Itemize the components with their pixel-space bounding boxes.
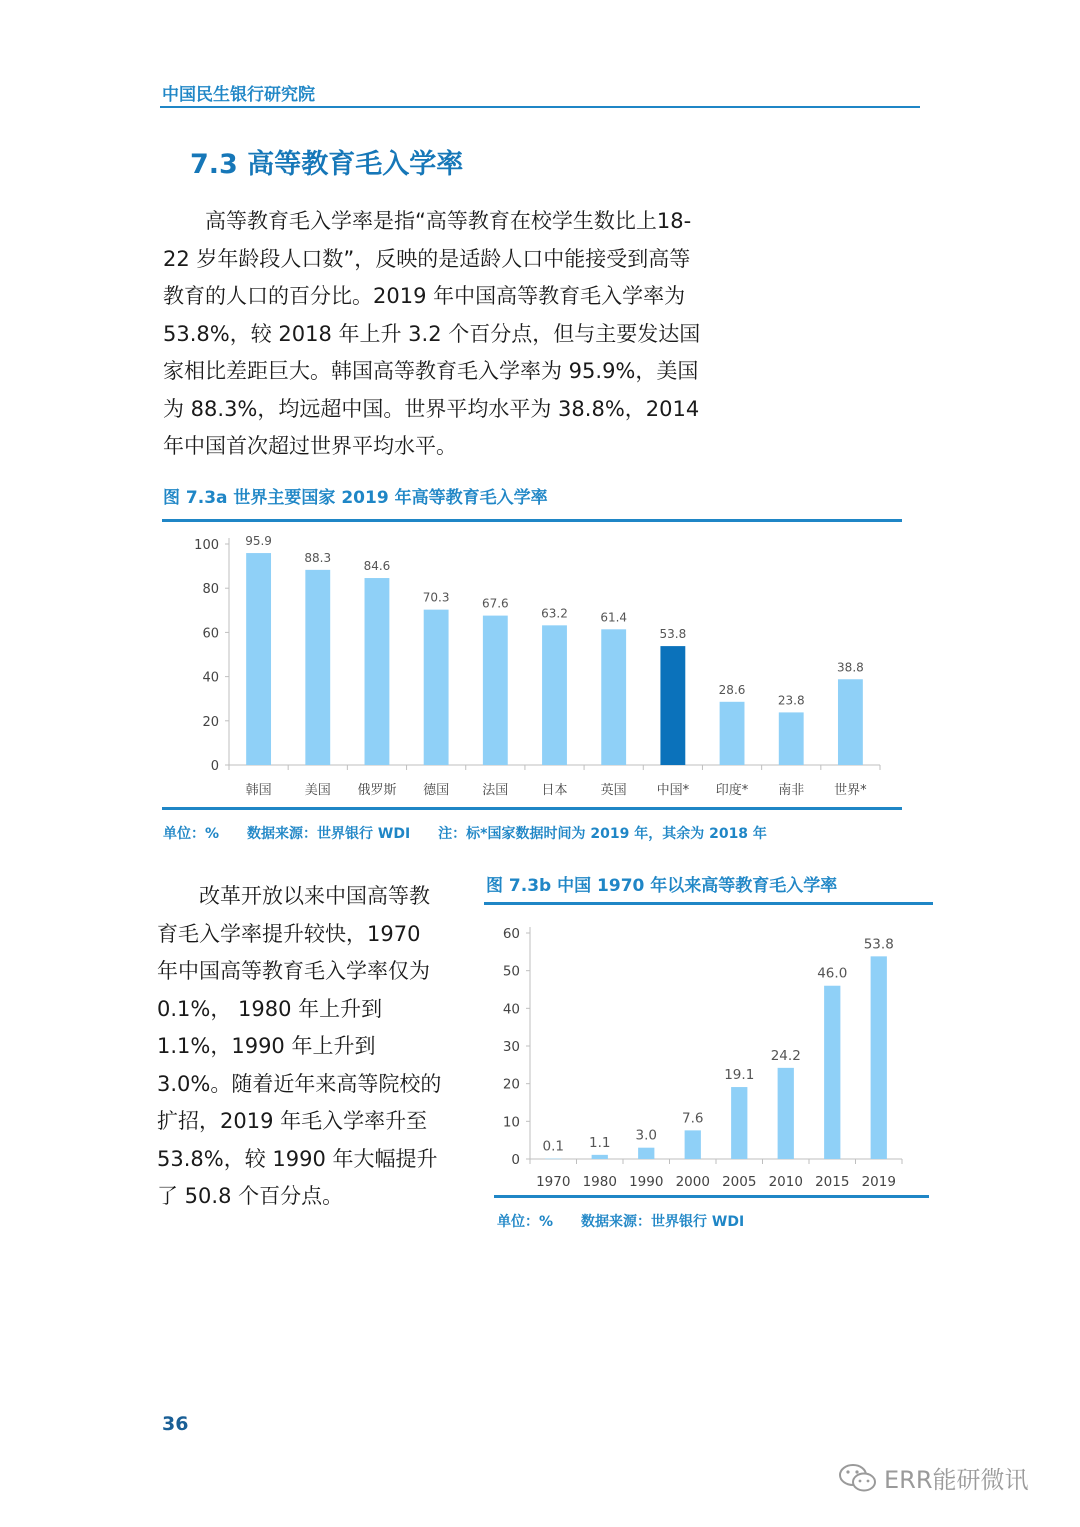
- data-label: 1.1: [589, 1134, 611, 1151]
- data-label: 95.9: [245, 534, 272, 549]
- header-divider: [160, 106, 920, 108]
- figure-a-chart: [162, 525, 902, 807]
- y-tick-label: 40: [502, 1001, 520, 1018]
- y-tick-label: 0: [511, 1152, 520, 1168]
- x-tick-label: 中国*: [656, 783, 690, 798]
- y-tick-label: 20: [202, 714, 219, 730]
- figure-a-bottom-rule: [162, 807, 902, 810]
- data-label: 46.0: [817, 965, 848, 982]
- x-tick-label: 2005: [722, 1174, 757, 1190]
- x-tick-label: 德国: [423, 783, 450, 798]
- data-label: 28.6: [718, 682, 746, 697]
- figure-b-chart: [484, 908, 933, 1195]
- x-tick-label: 2010: [768, 1174, 803, 1190]
- bar: [871, 956, 887, 1159]
- y-tick-label: 10: [502, 1114, 520, 1131]
- data-label: 3.0: [635, 1127, 657, 1144]
- x-tick-label: 韩国: [245, 783, 272, 798]
- x-tick-label: 2000: [675, 1174, 710, 1190]
- section-title: 7.3 高等教育毛入学率: [190, 149, 464, 180]
- x-tick-label: 1980: [582, 1174, 617, 1190]
- y-tick-label: 20: [502, 1076, 520, 1093]
- bar: [720, 702, 745, 765]
- bar: [778, 1068, 794, 1159]
- data-label: 84.6: [363, 559, 391, 574]
- bar: [838, 679, 863, 765]
- bar: [731, 1087, 747, 1159]
- bar: [424, 610, 449, 765]
- data-label: 70.3: [422, 590, 450, 605]
- data-label: 63.2: [541, 606, 568, 621]
- bar: [483, 616, 508, 765]
- x-tick-label: 2019: [861, 1174, 896, 1190]
- y-tick-label: 100: [194, 538, 219, 553]
- wechat-icon: [838, 1462, 878, 1494]
- bar: [601, 629, 626, 765]
- bar: [246, 553, 271, 765]
- bar: [824, 986, 840, 1159]
- data-label: 53.8: [659, 627, 687, 642]
- page-number: 36: [162, 1413, 189, 1435]
- bar: [305, 570, 330, 765]
- x-tick-label: 美国: [304, 783, 331, 798]
- header-title: 中国民生银行研究院: [162, 85, 315, 105]
- x-tick-label: 1970: [536, 1174, 571, 1190]
- y-tick-label: 60: [502, 926, 520, 942]
- y-tick-label: 60: [202, 626, 219, 642]
- bar: [638, 1148, 654, 1159]
- y-tick-label: 50: [502, 963, 520, 980]
- data-label: 88.3: [304, 550, 332, 565]
- x-tick-label: 俄罗斯: [357, 783, 397, 798]
- x-tick-label: 2015: [815, 1174, 850, 1190]
- figure-a-top-rule: [162, 519, 902, 522]
- data-label: 67.6: [481, 596, 509, 611]
- data-label: 0.1: [542, 1138, 564, 1155]
- x-tick-label: 世界*: [834, 783, 867, 798]
- figure-a-title: 图 7.3a 世界主要国家 2019 年高等教育毛入学率: [163, 488, 548, 508]
- x-tick-label: 英国: [600, 783, 627, 798]
- data-label: 53.8: [863, 936, 894, 953]
- bar: [779, 712, 804, 765]
- x-tick-label: 日本: [541, 783, 568, 798]
- data-label: 61.4: [600, 610, 628, 625]
- y-tick-label: 80: [202, 582, 219, 598]
- bar: [660, 646, 685, 765]
- x-tick-label: 法国: [482, 783, 509, 798]
- figure-b-note: 单位：% 数据来源：世界银行 WDI: [497, 1214, 745, 1230]
- bar: [365, 578, 390, 765]
- paragraph-history: 改革开放以来中国高等教育毛入学率提升较快，1970 年中国高等教育毛入学率仅为 0.1%， 1980 年上升到 1.1%，1990 年上升到 3.0%。随着近年来高等院校的扩招，2019 年毛入学率升至 53.8%，较 1990 年大幅提升了 50.8 个百分点。: [157, 884, 442, 1208]
- y-tick-label: 40: [202, 670, 219, 686]
- y-tick-label: 0: [210, 759, 219, 774]
- watermark-text: ERR能研微讯: [884, 1466, 1029, 1494]
- figure-b-bottom-rule: [494, 1195, 929, 1198]
- bar: [685, 1130, 701, 1159]
- bar: [545, 1159, 561, 1160]
- y-tick-label: 30: [502, 1039, 520, 1055]
- paragraph-intro: 高等教育毛入学率是指“高等教育在校学生数比上18-22 岁年龄段人口数”，反映的是适龄人口中能接受到高等教育的人口的百分比。2019 年中国高等教育毛入学率为 53.8%，较 2018 年上升 3.2 个百分点，但与主要发达国家相比差距巨大。韩国高等教育毛入学率为 95.9%，美国为 88.3%，均远超中国。世界平均水平为 38.8%，2014 年中国首次超过世界平均水平。: [163, 209, 701, 458]
- bar: [542, 625, 567, 765]
- figure-b-title: 图 7.3b 中国 1970 年以来高等教育毛入学率: [486, 876, 838, 896]
- bar: [592, 1155, 608, 1159]
- x-tick-label: 印度*: [715, 783, 749, 798]
- x-tick-label: 南非: [778, 783, 805, 798]
- data-label: 7.6: [682, 1110, 704, 1127]
- data-label: 19.1: [724, 1067, 755, 1084]
- x-tick-label: 1990: [629, 1174, 664, 1190]
- data-label: 24.2: [770, 1047, 801, 1064]
- figure-b-top-rule: [484, 902, 933, 905]
- data-label: 38.8: [837, 660, 864, 675]
- data-label: 23.8: [777, 693, 805, 708]
- figure-a-note: 单位：% 数据来源：世界银行 WDI 注：标*国家数据时间为 2019 年，其余为 2018 年: [163, 826, 767, 842]
